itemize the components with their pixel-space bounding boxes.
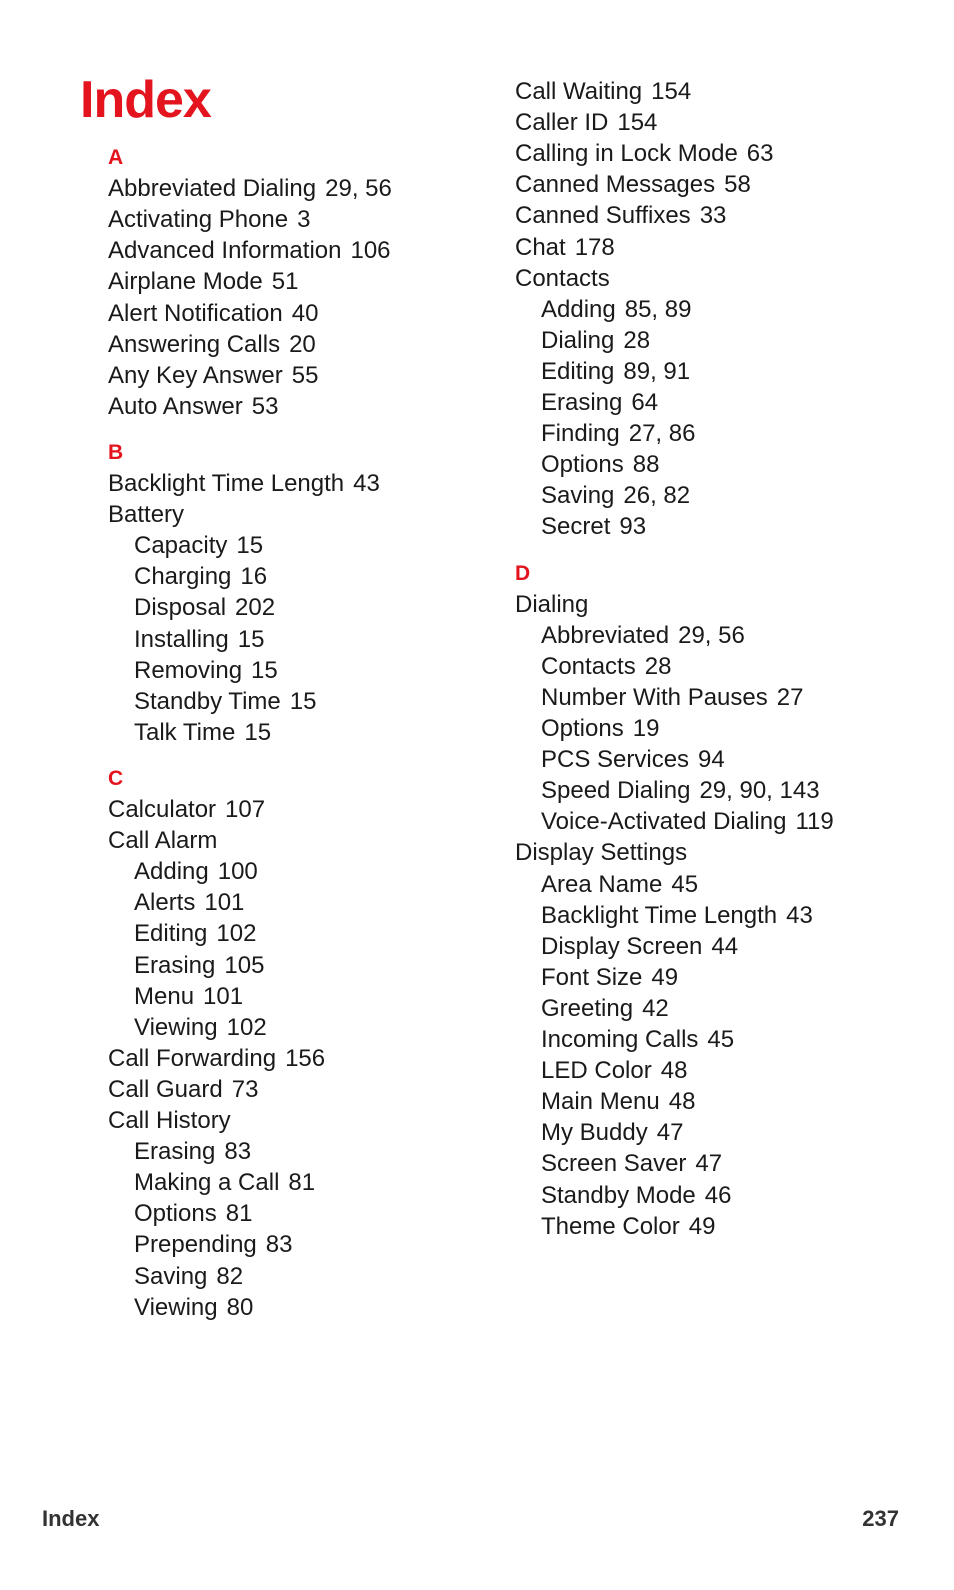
index-page-refs: 48 [668,1088,696,1116]
index-subentry [515,1180,731,1211]
index-entry [108,329,316,360]
index-subentry [515,869,698,900]
index-page-refs: 93 [619,513,647,541]
index-subentry [108,592,275,623]
index-term: PCS Services [541,746,690,774]
index-page-refs: 48 [660,1057,688,1085]
index-subentry [515,449,659,480]
index-page-refs: 16 [240,563,268,591]
index-term: Options [134,1200,217,1228]
index-term: Incoming Calls [541,1026,699,1053]
index-term: Font Size [541,963,643,991]
index-subentry [108,887,244,918]
index-term: Call History [108,1107,231,1134]
index-entry [108,1105,231,1136]
index-term: Airplane Mode [108,268,263,296]
index-term: Advanced Information [108,237,342,265]
index-page-refs: 44 [711,932,739,960]
index-term: Screen Saver [541,1150,687,1178]
index-page-refs: 49 [688,1212,716,1240]
index-subentry [108,530,263,561]
index-letter-heading: D [515,561,531,585]
index-page-refs: 82 [216,1262,244,1290]
index-term: Answering Calls [108,330,281,358]
index-subentry [108,624,264,655]
index-page-refs: 63 [746,140,774,168]
index-page-refs: 73 [231,1075,259,1103]
index-term: Editing [134,920,208,948]
index-page-refs: 94 [698,746,725,774]
index-term: Call Guard [108,1075,223,1103]
index-term: Activating Phone [108,206,289,234]
index-page-refs: 88 [632,451,660,479]
index-term: Number With Pauses [541,683,768,711]
index-subentry [515,744,725,775]
index-page-refs: 101 [204,889,245,917]
index-subentry [515,480,690,511]
index-subentry [108,1229,292,1260]
index-subentry [515,713,659,744]
index-term: Secret [541,513,611,541]
index-entry [108,173,392,204]
index-term: Adding [541,295,616,323]
index-term: Voice-Activated Dialing [541,808,787,836]
index-subentry [515,900,813,931]
index-page-refs: 51 [271,268,299,296]
index-entry [108,235,391,266]
index-term: Calculator [108,796,217,823]
index-subentry [515,806,834,837]
index-subentry [515,775,820,806]
index-page-refs: 178 [574,233,615,261]
index-term: Greeting [541,994,634,1022]
index-subentry [108,655,278,686]
index-page-refs: 80 [226,1293,254,1321]
index-subentry [515,1148,722,1179]
index-entry [108,298,318,329]
index-subentry [515,356,690,387]
index-term: Contacts [541,652,636,680]
index-subentry [108,686,316,717]
index-term: Main Menu [541,1088,660,1116]
index-page-refs: 15 [251,656,278,684]
index-subentry [108,1198,252,1229]
index-term: Alerts [134,889,196,917]
index-page-refs: 154 [651,78,692,105]
index-term: Any Key Answer [108,361,283,389]
index-page-refs: 20 [289,330,316,358]
index-term: Calling in Lock Mode [515,140,738,168]
index-term: Prepending [134,1231,257,1259]
index-page-refs: 27 [776,683,804,711]
index-subentry [108,717,271,748]
index-term: Call Waiting [515,78,643,105]
index-page-refs: 154 [617,109,658,137]
index-term: Removing [134,656,243,684]
index-term: Talk Time [134,718,236,746]
index-term: Theme Color [541,1212,680,1240]
index-subentry [515,325,650,356]
index-entry [108,1043,325,1074]
index-page-refs: 100 [217,858,258,886]
index-subentry [515,1086,695,1117]
index-entry [515,589,588,620]
index-page-refs: 102 [226,1013,267,1041]
index-term: Auto Answer [108,392,243,420]
index-subentry [108,1136,251,1167]
index-page-refs: 202 [235,594,276,622]
index-term: Call Alarm [108,827,218,855]
index-page-refs: 15 [244,718,272,746]
index-subentry [515,931,738,962]
index-subentry [515,1211,715,1242]
index-term: Abbreviated Dialing [108,175,317,203]
index-term: Area Name [541,870,663,898]
index-subentry [108,1261,243,1292]
index-page-refs: 58 [724,171,751,199]
index-entry [108,391,278,422]
footer-section-label: Index [42,1506,100,1531]
page-title: Index [80,71,211,129]
index-subentry [515,682,803,713]
index-page-refs: 101 [203,982,244,1010]
index-page-refs: 119 [795,808,834,836]
index-entry [515,200,726,231]
index-page-refs: 47 [695,1150,723,1178]
index-subentry [108,1292,253,1323]
index-term: Backlight Time Length [541,901,778,929]
index-entry [108,825,217,856]
index-subentry [108,1167,315,1198]
index-subentry [515,962,678,993]
index-subentry [515,993,669,1024]
index-term: Chat [515,233,566,261]
index-page-refs: 27, 86 [628,420,696,448]
index-term: Display Settings [515,839,688,867]
index-page-refs: 33 [699,202,727,230]
index-term: Abbreviated [541,621,670,649]
index-entry [515,76,691,107]
index-subentry [108,856,258,887]
index-term: Making a Call [134,1169,280,1197]
index-page-refs: 42 [642,994,669,1022]
index-subentry [515,387,658,418]
index-page-refs: 81 [288,1169,316,1197]
index-term: Saving [541,482,615,510]
index-term: Dialing [541,326,615,354]
index-page-refs: 3 [297,206,311,234]
index-term: Alert Notification [108,299,283,327]
index-entry [108,468,380,499]
index-page-refs: 15 [236,532,264,560]
index-entry [515,107,657,138]
index-term: Dialing [515,590,589,618]
index-term: Disposal [134,594,227,622]
index-page-refs: 29, 90, 143 [699,777,820,805]
index-term: My Buddy [541,1119,648,1147]
index-page-refs: 83 [265,1231,293,1259]
index-subentry [515,418,695,449]
index-letter-heading: A [108,146,124,169]
index-entry [108,794,265,825]
index-page-refs: 29, 56 [325,175,392,203]
index-term: Contacts [515,264,610,292]
index-term: Erasing [134,1138,216,1166]
index-page-refs: 81 [225,1200,253,1228]
index-subentry [515,651,671,682]
index-page-refs: 49 [651,963,679,991]
index-subentry [515,620,745,651]
index-term: Call Forwarding [108,1044,277,1072]
index-entry [515,837,687,868]
index-page-refs: 105 [224,951,265,979]
index-page-refs: 15 [237,625,265,653]
index-term: Installing [134,625,229,653]
index-term: Canned Messages [515,171,716,199]
index-page-refs: 107 [225,796,266,823]
index-term: Capacity [134,532,228,560]
index-page-refs: 156 [285,1044,326,1072]
index-term: Standby Time [134,687,281,715]
index-page-refs: 46 [704,1181,732,1209]
index-letter-heading: C [108,766,124,790]
index-term: Erasing [541,389,623,416]
index-page-refs: 28 [644,652,672,680]
index-term: Display Screen [541,932,703,960]
index-term: Speed Dialing [541,777,691,805]
index-page-refs: 29, 56 [678,621,745,649]
index-page-refs: 43 [353,470,380,497]
index-term: Caller ID [515,109,609,137]
index-page-refs: 45 [707,1026,735,1053]
index-page-refs: 40 [291,299,319,327]
index-subentry [515,1055,687,1086]
index-term: Adding [134,858,209,886]
index-term: Viewing [134,1293,218,1321]
index-term: Charging [134,563,232,591]
index-page-refs: 45 [671,870,699,898]
index-subentry [108,561,267,592]
index-page-refs: 85, 89 [624,295,692,323]
index-entry [108,499,184,530]
index-subentry [515,511,646,542]
index-term: Standby Mode [541,1181,696,1209]
index-term: Options [541,715,624,742]
index-page-refs: 102 [216,920,257,948]
index-page-refs: 89, 91 [623,357,691,385]
index-letter-heading: B [108,440,124,464]
index-page-refs: 15 [289,687,317,715]
index-subentry [515,1117,683,1148]
index-subentry [515,1024,734,1055]
index-term: Backlight Time Length [108,470,345,497]
index-page-refs: 26, 82 [623,482,691,510]
index-term: Editing [541,357,615,385]
index-subentry [108,950,264,981]
index-page-refs: 64 [631,389,659,416]
index-page-refs: 43 [786,901,813,929]
index-term: Menu [134,982,195,1010]
index-entry [108,360,318,391]
index-page-refs: 53 [251,392,279,420]
index-page-refs: 83 [224,1138,252,1166]
index-page-refs: 106 [350,237,391,265]
index-subentry [108,981,243,1012]
index-term: Canned Suffixes [515,202,691,230]
index-page-refs: 19 [632,715,660,742]
index-term: LED Color [541,1057,652,1085]
index-page-refs: 55 [291,361,319,389]
index-term: Finding [541,420,620,448]
index-page-refs: 28 [623,326,651,354]
index-entry [515,138,774,169]
index-entry [108,204,310,235]
index-subentry [108,1012,267,1043]
index-subentry [108,918,256,949]
index-term: Viewing [134,1013,218,1041]
index-entry [108,1074,258,1105]
index-term: Erasing [134,951,216,979]
index-term: Battery [108,501,185,529]
index-entry [515,263,610,294]
index-entry [108,266,298,297]
index-entry [515,232,615,263]
index-entry [515,169,751,200]
index-page-refs: 47 [656,1119,684,1147]
index-term: Options [541,451,624,479]
index-term: Saving [134,1262,208,1290]
footer-page-number: 237 [862,1506,899,1531]
index-subentry [515,294,691,325]
